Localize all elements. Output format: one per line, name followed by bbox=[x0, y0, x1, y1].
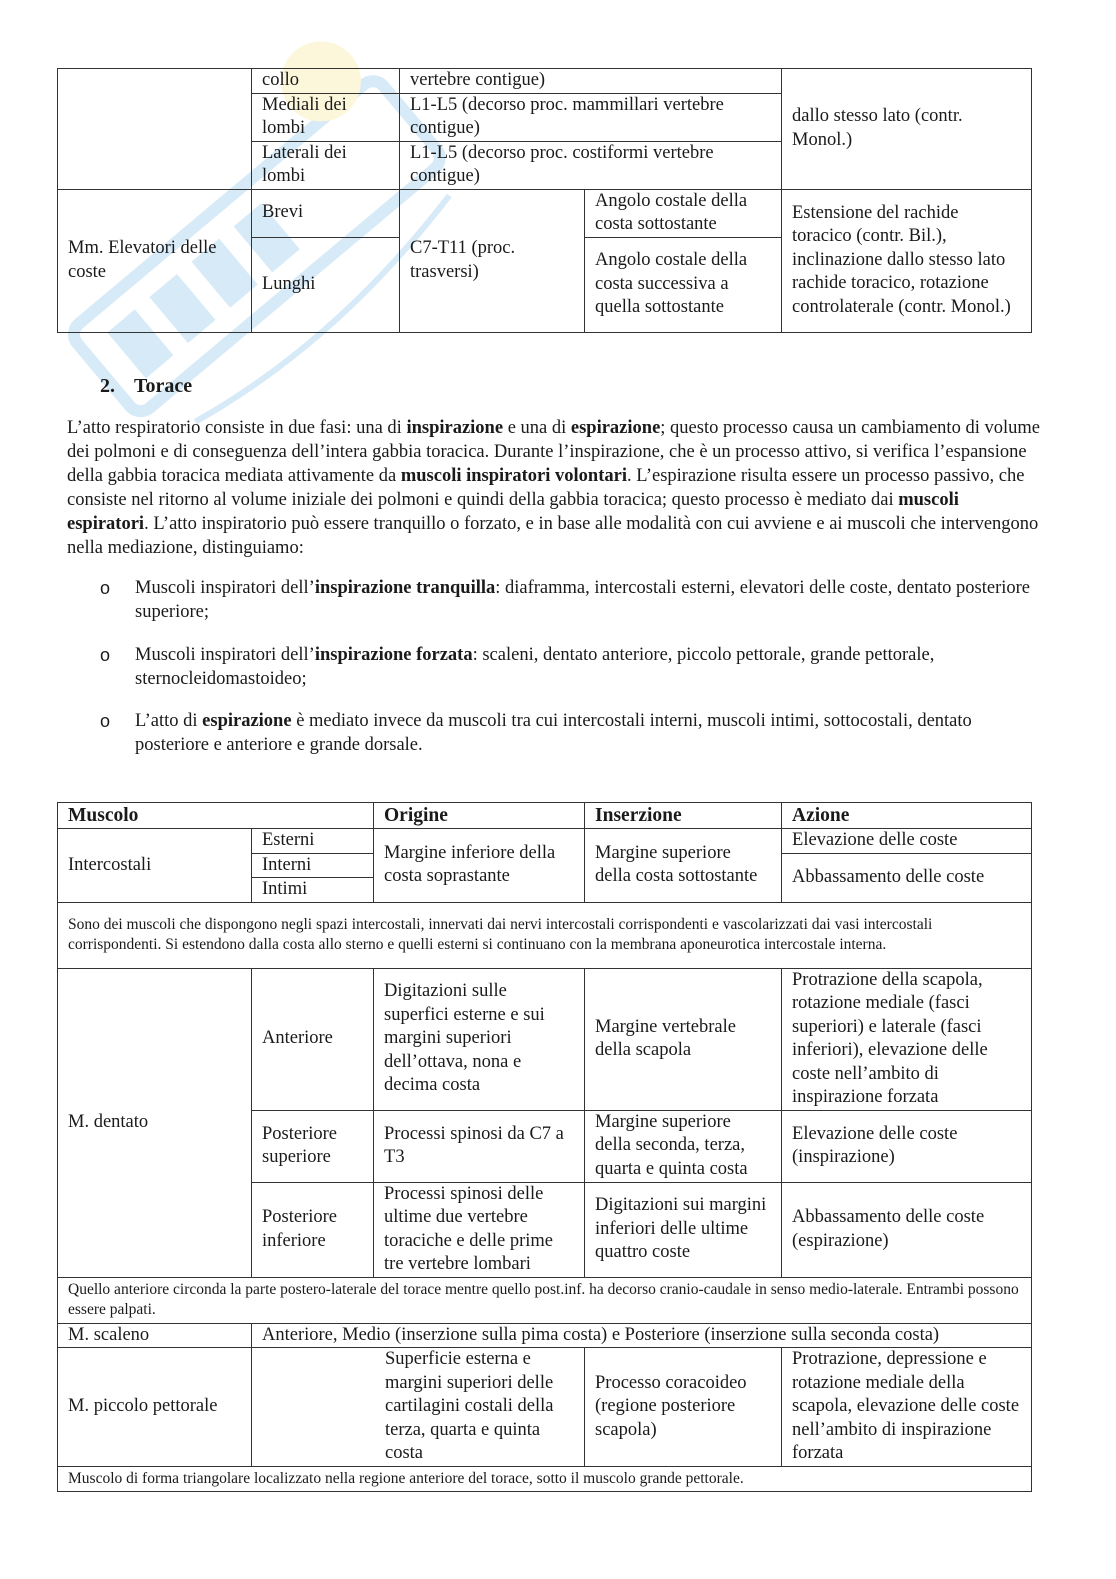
azione-anteriore: Protrazione della scapola, rotazione mediale (fasci superiori) e laterale (fasci inferiori), elevazione delle coste nell’ambito di inspirazione forzata bbox=[782, 968, 1032, 1110]
part-brevi: Brevi bbox=[252, 189, 400, 237]
section-number: 2. bbox=[100, 375, 115, 397]
empty-muscle-cell bbox=[58, 69, 252, 190]
azione-posteriore-inferiore: Abbassamento delle coste (espirazione) bbox=[782, 1182, 1032, 1277]
origine-posteriore-superiore: Processi spinosi da C7 a T3 bbox=[374, 1110, 585, 1182]
header-muscolo: Muscolo bbox=[58, 803, 374, 829]
inserzione-intercostali: Margine superiore della costa sottostante bbox=[585, 829, 782, 903]
list-item bbox=[0, 709, 1040, 757]
scaleno-description: Anteriore, Medio (inserzione sulla pima costa) e Posteriore (inserzione sulla seconda costa) bbox=[252, 1323, 1032, 1348]
part-posteriore-superiore: Posteriore superiore bbox=[252, 1110, 374, 1182]
inserzione-posteriore-inferiore: Digitazioni sui margini inferiori delle ultime quattro coste bbox=[585, 1182, 782, 1277]
section-heading bbox=[100, 375, 192, 398]
note-intercostali: Sono dei muscoli che dispongono negli spazi intercostali, innervati dai nervi intercostali corrispondenti e vascolarizzati dai vasi intercostali corrispondenti. Si estendono dalla costa allo sterno e quelli esterni si continuano con la membrana aponeurotica intercostale interna. bbox=[58, 902, 1032, 968]
origine-intercostali: Margine inferiore della costa soprastante bbox=[374, 829, 585, 903]
text-run: . L’espirazione risulta essere un processo passivo, che consiste nel ritorno al volume iniziale dei polmoni e quindi della gabbia toracica; questo processo è mediato dai bbox=[67, 466, 1025, 510]
text-run: e una di bbox=[503, 418, 571, 438]
bold-text: espirazione bbox=[570, 418, 661, 438]
bullet-marker-icon: o bbox=[100, 644, 111, 665]
azione-piccolo-pettorale: Protrazione, depressione e rotazione mediale della scapola, elevazione delle coste nell’ambito di inspirazione forzata bbox=[782, 1348, 1032, 1467]
text-run: L’atto respiratorio consiste in due fasi: una di bbox=[67, 418, 407, 438]
note-dentato: Quello anteriore circonda la parte postero-laterale del torace mentre quello post.inf. ha decorso cranio-caudale in senso medio-laterale. Entrambi possono essere palpati. bbox=[58, 1277, 1032, 1323]
header-azione: Azione bbox=[782, 803, 1032, 829]
text-run: è mediato invece da muscoli tra cui intercostali interni, muscoli intimi, sottocostali, dentato posteriore e anteriore e grande dorsale. bbox=[135, 711, 972, 755]
section-title: Torace bbox=[134, 375, 193, 397]
part-interni: Interni bbox=[252, 853, 374, 878]
inserzione-piccolo-pettorale: Processo coracoideo (regione posteriore scapola) bbox=[585, 1348, 782, 1467]
bold-text: inspirazione tranquilla bbox=[314, 578, 496, 598]
part-lunghi: Lunghi bbox=[252, 237, 400, 332]
bold-text: inspirazione bbox=[406, 418, 504, 438]
text-run: Muscoli inspiratori dell’ bbox=[135, 578, 315, 598]
table-cell: Mediali dei lombi bbox=[252, 93, 400, 141]
list-item bbox=[0, 643, 1040, 691]
table-cell: L1-L5 (decorso proc. mammillari vertebre contigue) bbox=[400, 93, 782, 141]
bold-text: muscoli espiratori bbox=[67, 490, 959, 534]
muscle-name-dentato: M. dentato bbox=[58, 968, 252, 1277]
bullet-marker-icon: o bbox=[100, 711, 111, 731]
bullet-list bbox=[0, 576, 1116, 776]
origine-posteriore-inferiore: Processi spinosi delle ultime due vertebre toraciche e delle prime tre vertebre lombari bbox=[374, 1182, 585, 1277]
table-cell: vertebre contigue) bbox=[400, 69, 782, 94]
table-cell: L1-L5 (decorso proc. costiformi vertebre contigue) bbox=[400, 141, 782, 189]
muscle-name-intercostali: Intercostali bbox=[58, 829, 252, 903]
table-muscles bbox=[57, 802, 1032, 1492]
table-cell: collo bbox=[252, 69, 400, 94]
header-origine: Origine bbox=[374, 803, 585, 829]
azione-interni-intimi: Abbassamento delle coste bbox=[782, 853, 1032, 902]
azione-cell: Estensione del rachide toracico (contr. Bil.), inclinazione dallo stesso lato rachide toracico, rotazione controlaterale (contr. Monol.) bbox=[782, 189, 1032, 332]
inserzione-brevi: Angolo costale della costa sottostante bbox=[585, 189, 782, 237]
part-posteriore-inferiore: Posteriore inferiore bbox=[252, 1182, 374, 1277]
text-run: Muscoli inspiratori dell’ bbox=[135, 644, 315, 665]
text-run: : scaleni, dentato anteriore, piccolo pettorale, grande pettorale, sternocleidomastoideo; bbox=[135, 644, 935, 689]
header-inserzione: Inserzione bbox=[585, 803, 782, 829]
bold-text: inspirazione forzata bbox=[314, 644, 473, 665]
list-item bbox=[0, 576, 1040, 624]
table-cell: Laterali dei lombi bbox=[252, 141, 400, 189]
muscle-name-elevatori: Mm. Elevatori delle coste bbox=[58, 189, 252, 332]
inserzione-lunghi: Angolo costale della costa successiva a quella sottostante bbox=[585, 237, 782, 332]
bold-text: muscoli inspiratori volontari bbox=[400, 466, 627, 486]
table-continued bbox=[57, 68, 1032, 333]
muscle-name-piccolo-pettorale: M. piccolo pettorale bbox=[58, 1348, 252, 1467]
origine-anteriore: Digitazioni sulle superfici esterne e sui margini superiori dell’ottava, nona e decima costa bbox=[374, 968, 585, 1110]
origine-piccolo-pettorale: Superficie esterna e margini superiori delle cartilagini costali della terza, quarta e quinta costa bbox=[252, 1348, 585, 1467]
part-intimi: Intimi bbox=[252, 878, 374, 903]
bold-text: espirazione bbox=[202, 711, 292, 731]
text-run: . L’atto inspiratorio può essere tranquillo o forzato, e in base alle modalità con cui avviene e ai muscoli che intervengono nella mediazione, distinguiamo: bbox=[67, 514, 1039, 558]
part-anteriore: Anteriore bbox=[252, 968, 374, 1110]
table-cell: dallo stesso lato (contr. Monol.) bbox=[782, 69, 1032, 190]
muscle-name-scaleno: M. scaleno bbox=[58, 1323, 252, 1348]
azione-posteriore-superiore: Elevazione delle coste (inspirazione) bbox=[782, 1110, 1032, 1182]
azione-esterni: Elevazione delle coste bbox=[782, 829, 1032, 854]
text-run: L’atto di bbox=[135, 711, 203, 731]
part-esterni: Esterni bbox=[252, 829, 374, 854]
body-paragraph bbox=[67, 416, 1041, 560]
text-run: ; questo processo causa un cambiamento di volume dei polmoni e di conseguenza dell’intera gabbia toracica. Durante l’inspirazione, che è un processo attivo, si verifica l’espansione della gabbia toracica mediata attivamente da bbox=[67, 418, 1040, 486]
origine-cell: C7-T11 (proc. trasversi) bbox=[400, 189, 585, 332]
text-run: : diaframma, intercostali esterni, elevatori delle coste, dentato posteriore superiore; bbox=[135, 578, 1030, 622]
bullet-marker-icon: o bbox=[100, 578, 111, 598]
inserzione-anteriore: Margine vertebrale della scapola bbox=[585, 968, 782, 1110]
note-piccolo-pettorale: Muscolo di forma triangolare localizzato nella regione anteriore del torace, sotto il muscolo grande pettorale. bbox=[58, 1466, 1032, 1492]
inserzione-posteriore-superiore: Margine superiore della seconda, terza, quarta e quinta costa bbox=[585, 1110, 782, 1182]
